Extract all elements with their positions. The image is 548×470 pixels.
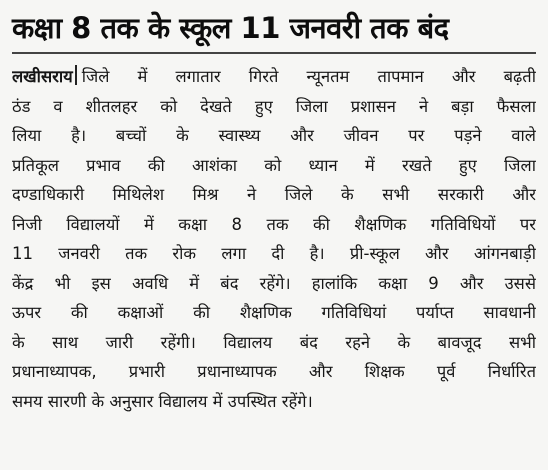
- article-line: निजी विद्यालयों में कक्षा 8 तक की शैक्षणिक गतिविधियों पर: [12, 214, 536, 234]
- article-line: दण्डाधिकारी मिथिलेश मिश्र ने जिले के सभी सरकारी और: [12, 185, 536, 204]
- article-line-text: जिले में लगातार गिरते न्यूनतम तापमान और बढ़ती: [81, 67, 536, 86]
- article-line: समय सारणी के अनुसार विद्यालय में उपस्थित रहेंगे।: [12, 391, 313, 411]
- article-line: केंद्र भी इस अवधि में बंद रहेंगे। हालांकि कक्षा 9 और उससे: [12, 273, 536, 293]
- article-line: 11 जनवरी तक रोक लगा दी है। प्री-स्कूल और आंगनबाड़ी: [12, 244, 536, 263]
- article-body: [12, 62, 536, 416]
- article-line: प्रतिकूल प्रभाव की आशंका को ध्यान में रखते हुए जिला: [12, 155, 536, 175]
- article-line: के साथ जारी रहेंगी। विद्यालय बंद रहने के बावजूद सभी: [12, 332, 536, 352]
- article-line: प्रधानाध्यापक, प्रभारी प्रधानाध्यापक और शिक्षक पूर्व निर्धारित: [12, 362, 536, 381]
- dateline-separator: [75, 65, 77, 85]
- dateline: लखीसराय: [12, 67, 73, 86]
- article-line: ऊपर की कक्षाओं की शैक्षणिक गतिविधियां पर्याप्त सावधानी: [12, 303, 536, 322]
- article-line: ठंड व शीतलहर को देखते हुए जिला प्रशासन ने बड़ा फैसला: [12, 96, 536, 116]
- article-line: लिया है। बच्चों के स्वास्थ्य और जीवन पर पड़ने वाले: [12, 126, 536, 145]
- headline: कक्षा 8 तक के स्कूल 11 जनवरी तक बंद: [12, 6, 536, 54]
- article-line: [12, 62, 536, 92]
